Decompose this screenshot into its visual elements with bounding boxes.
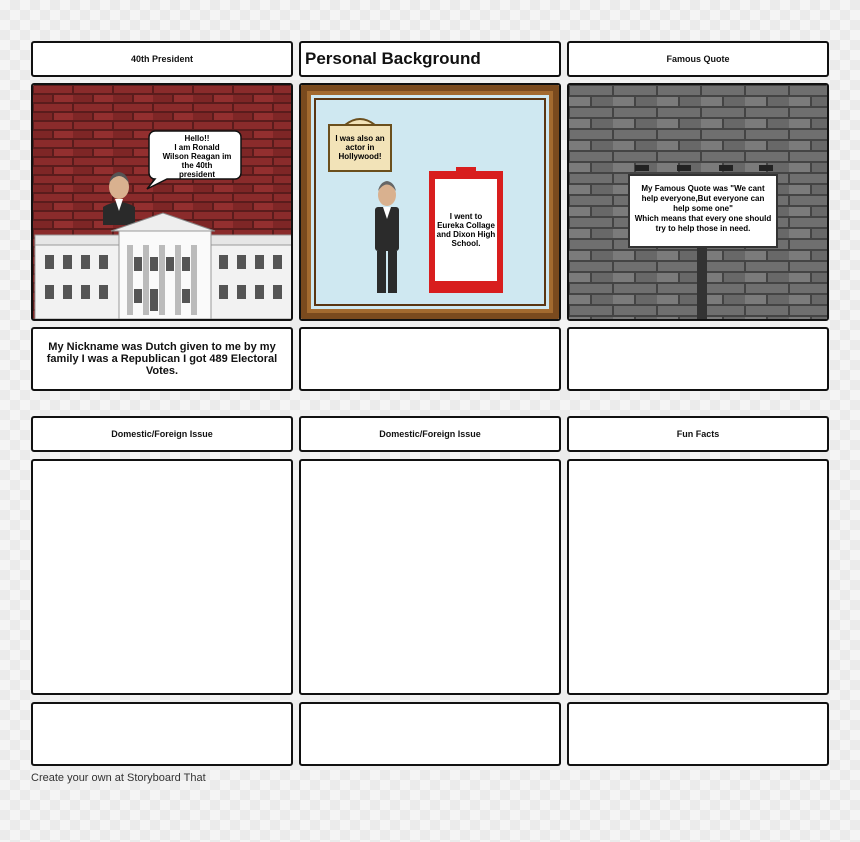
board-post: [697, 245, 707, 319]
title-40th-president[interactable]: 40th President: [31, 41, 293, 77]
plaque-line: actor in: [345, 143, 375, 152]
cell-fun-facts[interactable]: [567, 459, 829, 695]
quote-scene-illustration: [569, 85, 827, 319]
caption-domestic-foreign-2[interactable]: [299, 702, 561, 766]
cell-quote-scene[interactable]: [567, 83, 829, 321]
quote-line: help some one": [673, 204, 733, 213]
quote-line: Which means that every one should: [634, 214, 772, 223]
plaque-line: Hollywood!: [338, 152, 382, 161]
caption-quote[interactable]: [567, 327, 829, 391]
cell-president-scene[interactable]: [31, 83, 293, 321]
bubble-line: I am Ronald: [174, 143, 220, 152]
sign-line: School.: [451, 239, 481, 248]
plaque-line: I was also an: [335, 134, 385, 143]
sign-line: I went to: [449, 212, 483, 221]
caption-background[interactable]: [299, 327, 561, 391]
caption-domestic-foreign-1[interactable]: [31, 702, 293, 766]
cell-domestic-foreign-2[interactable]: [299, 459, 561, 695]
quote-line: help everyone,But everyone can: [641, 194, 765, 203]
cell-domestic-foreign-1[interactable]: [31, 459, 293, 695]
bubble-line: president: [178, 170, 216, 179]
quote-line: try to help those in need.: [655, 224, 751, 233]
sign-line: Eureka Collage: [437, 221, 495, 230]
title-fun-facts[interactable]: Fun Facts: [567, 416, 829, 452]
footer-storyboard-that[interactable]: Create your own at Storyboard That: [31, 772, 206, 784]
title-personal-background[interactable]: Personal Background: [299, 41, 561, 77]
quote-line: My Famous Quote was "We cant: [641, 184, 765, 193]
hollywood-plaque: [329, 119, 391, 171]
cell-background-scene[interactable]: [299, 83, 561, 321]
bubble-line: Wilson Reagan im: [162, 152, 232, 161]
school-sign: [429, 167, 503, 293]
title-famous-quote[interactable]: Famous Quote: [567, 41, 829, 77]
caption-fun-facts[interactable]: [567, 702, 829, 766]
bubble-line: Hello!!: [184, 134, 210, 143]
title-domestic-foreign-1[interactable]: Domestic/Foreign Issue: [31, 416, 293, 452]
quote-board: [629, 175, 777, 247]
caption-president[interactable]: My Nickname was Dutch given to me by my family I was a Republican I got 489 Electoral Votes.: [31, 327, 293, 391]
president-scene-illustration: [33, 85, 291, 319]
sign-line: and Dixon High: [436, 230, 496, 239]
background-scene-illustration: [301, 85, 559, 319]
bubble-line: the 40th: [181, 161, 213, 170]
title-domestic-foreign-2[interactable]: Domestic/Foreign Issue: [299, 416, 561, 452]
